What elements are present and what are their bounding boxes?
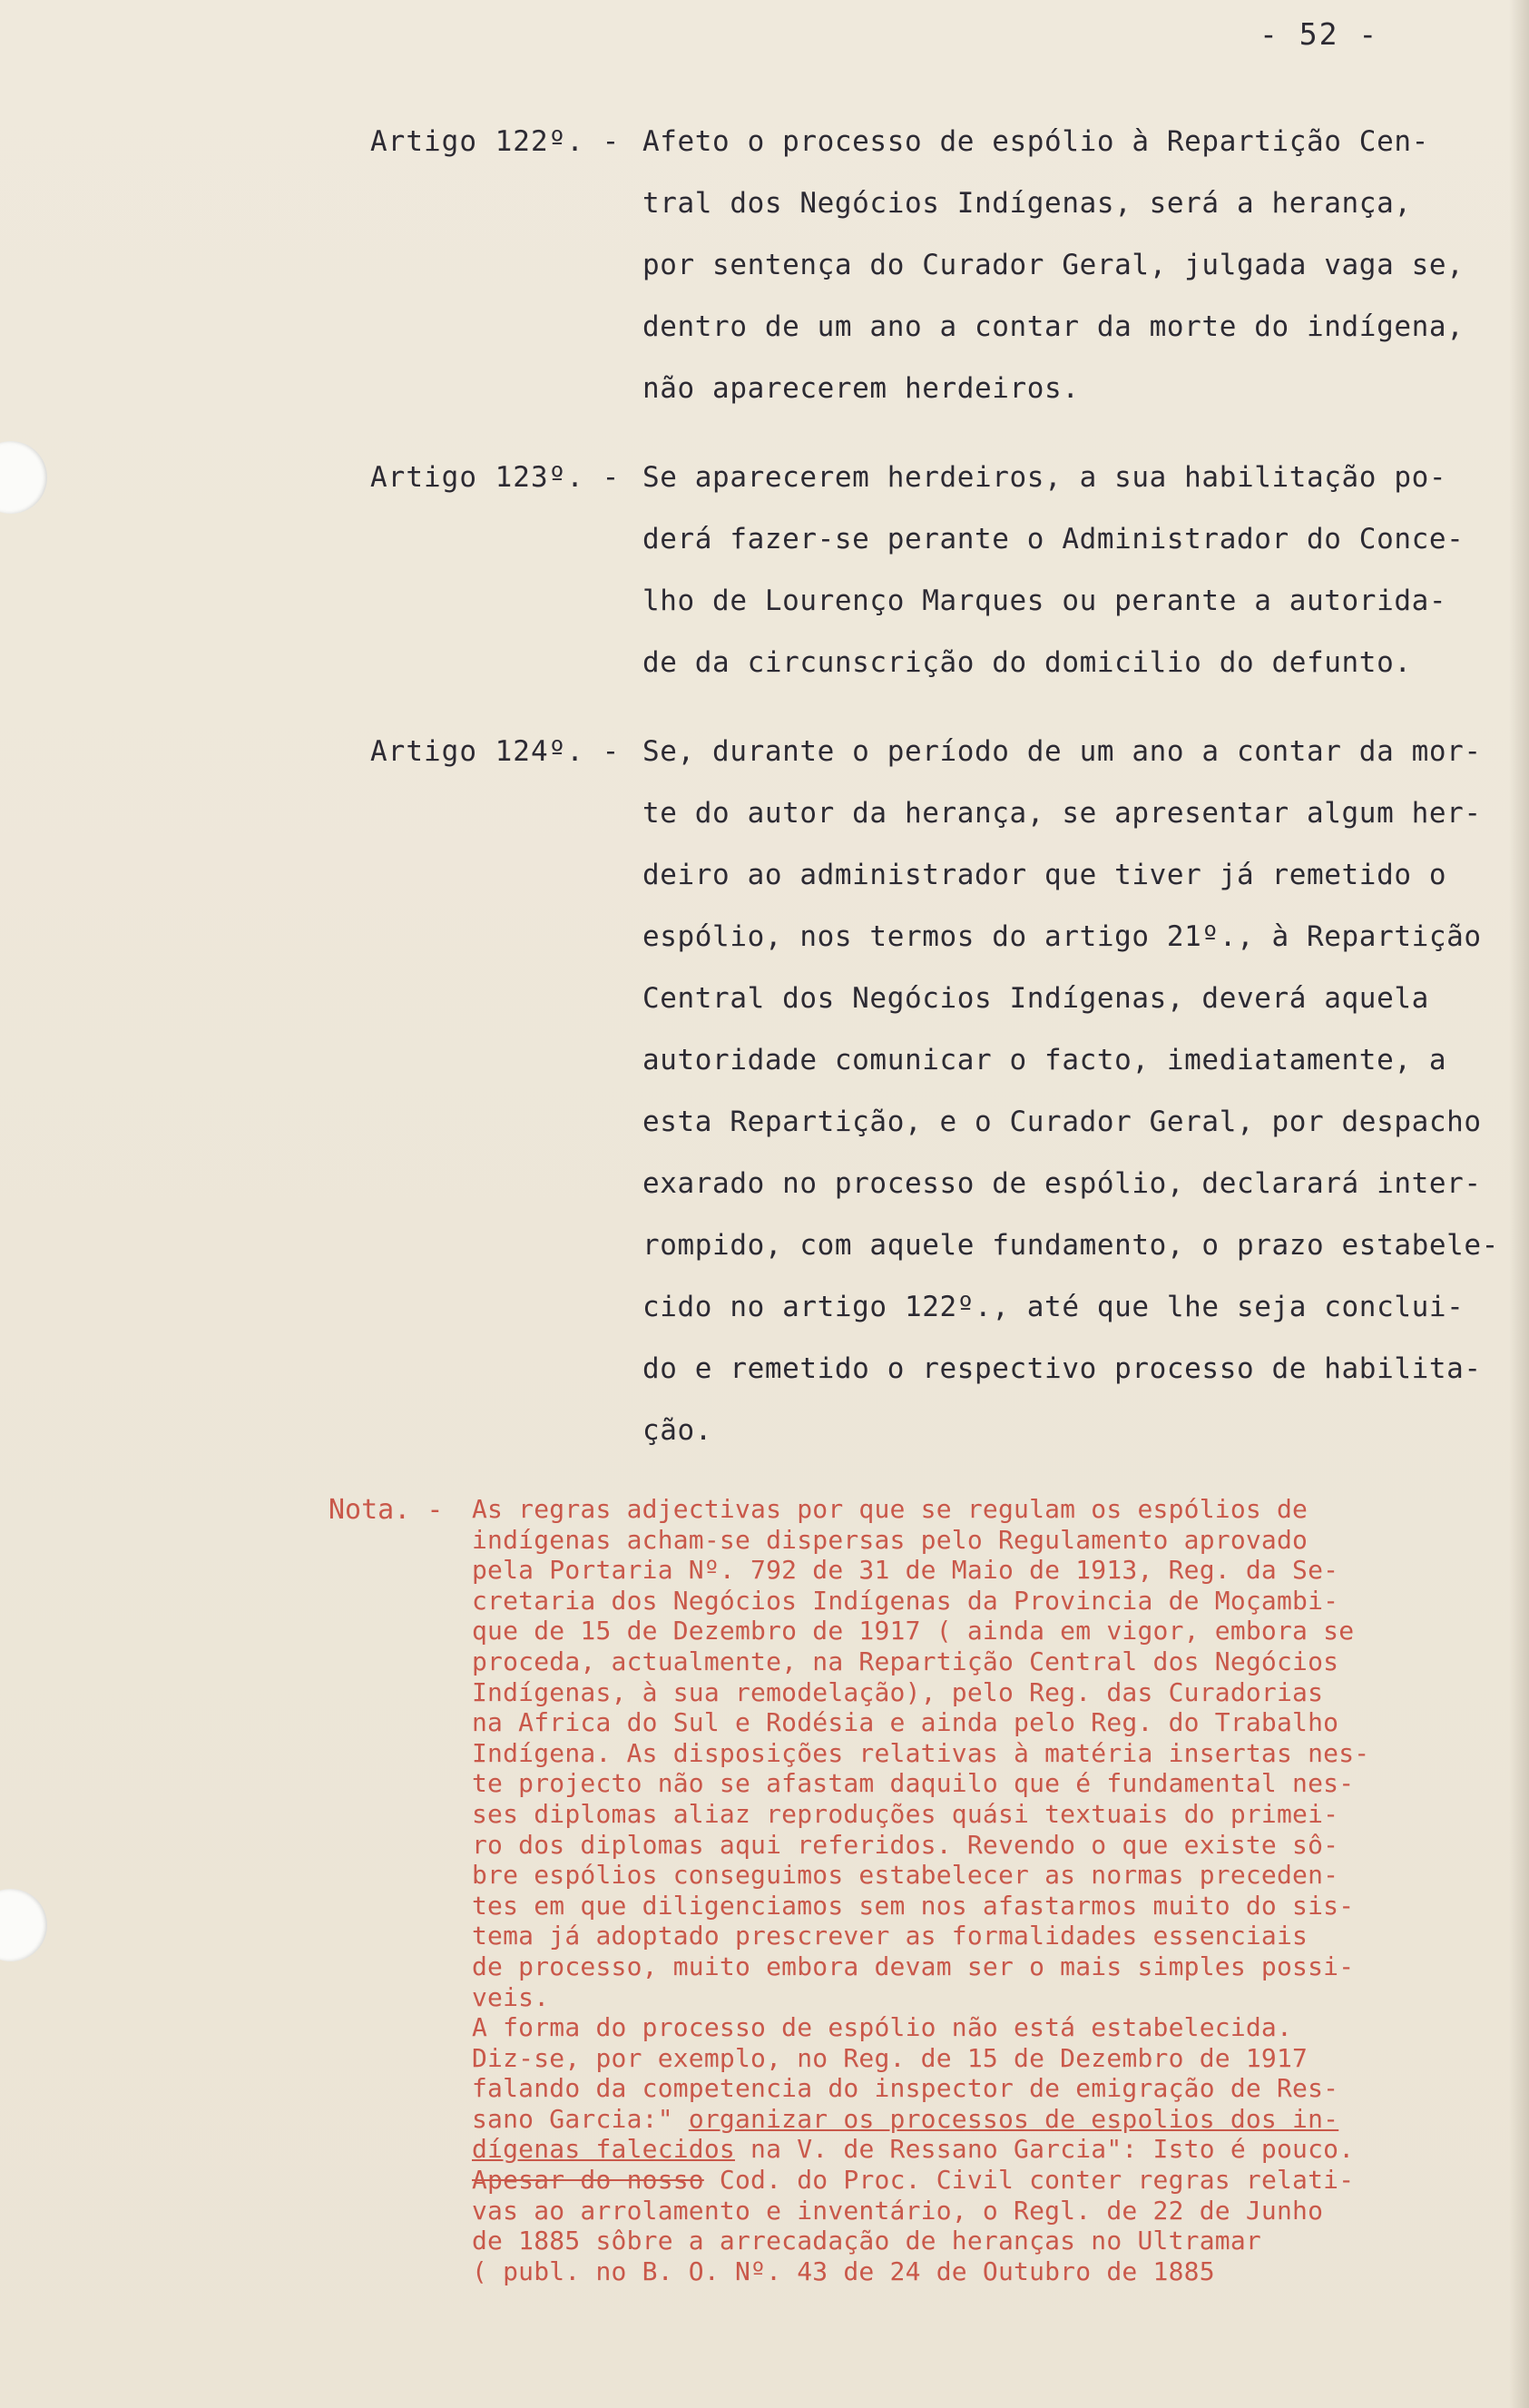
note-line (472, 2134, 1515, 2165)
note-text: sano Garcia:" (472, 2103, 673, 2134)
article-line: autoridade comunicar o facto, imediatamente, a (642, 1044, 1447, 1076)
note-line: Diz-se, por exemplo, no Reg. de 15 de Dezembro de 1917 (472, 2042, 1308, 2073)
article-label: Artigo 124º. - (370, 735, 621, 768)
article-line: te do autor da herança, se apresentar algum her- (642, 797, 1482, 830)
article-label: Artigo 123º. - (370, 461, 621, 494)
note-line: falando da competencia do inspector de emigração de Res- (472, 2073, 1339, 2104)
note-line (472, 2104, 1515, 2135)
article-line: esta Repartição, e o Curador Geral, por despacho (642, 1106, 1482, 1138)
page-number: - 52 - (1259, 16, 1379, 52)
note-text: Cod. do Proc. Civil conter regras relati- (703, 2165, 1355, 2196)
article-line: ção. (642, 1414, 713, 1447)
note-struck-text: Apesar do nosso (472, 2165, 704, 2196)
article-line: dentro de um ano a contar da morte do indígena, (642, 310, 1465, 343)
note-line: de processo, muito embora devam ser o mais simples possi- (472, 1951, 1355, 1981)
punch-hole-top (0, 441, 47, 514)
note-line: tes em que diligenciamos sem nos afastarmos muito do sis- (472, 1890, 1355, 1921)
note-line: vas ao arrolamento e inventário, o Regl. de 22 de Junho (472, 2195, 1324, 2226)
note-line: pela Portaria Nº. 792 de 31 de Maio de 1913, Reg. da Se- (472, 1555, 1339, 1586)
note-underlined-text: dígenas falecidos (472, 2134, 735, 2165)
note-line: de 1885 sôbre a arrecadação de heranças no Ultramar (472, 2226, 1261, 2256)
article-line: espólio, nos termos do artigo 21º., à Repartição (642, 920, 1482, 953)
note-line: que de 15 de Dezembro de 1917 ( ainda em vigor, embora se (472, 1616, 1355, 1646)
article-line: por sentença do Curador Geral, julgada vaga se, (642, 249, 1465, 281)
note-text: na V. de Ressano Garcia": Isto é pouco. (734, 2134, 1355, 2165)
article-line: Se, durante o período de um ano a contar da mor- (642, 735, 1482, 768)
article-line: deiro ao administrador que tiver já remetido o (642, 859, 1447, 891)
note-underlined-text: organizar os processos de espolios dos in- (688, 2103, 1339, 2134)
note-line: cretaria dos Negócios Indígenas da Provincia de Moçambi- (472, 1585, 1339, 1616)
note-line: ses diplomas aliaz reproduções quási textuais do primei- (472, 1798, 1339, 1829)
note-line: tema já adoptado prescrever as formalidades essenciais (472, 1921, 1308, 1951)
article-line: Afeto o processo de espólio à Repartição Cen- (642, 125, 1429, 158)
note-line: indígenas acham-se dispersas pelo Regulamento aprovado (472, 1524, 1308, 1555)
article-line: não aparecerem herdeiros. (642, 372, 1080, 405)
note-line: ( publ. no B. O. Nº. 43 de 24 de Outubro de 1885 (472, 2256, 1215, 2286)
article-line: exarado no processo de espólio, declarará inter- (642, 1167, 1482, 1200)
article-body (642, 461, 1514, 708)
note-line (472, 2165, 1515, 2196)
article-line: Central dos Negócios Indígenas, deverá aquela (642, 982, 1429, 1015)
article-line: rompido, com aquele fundamento, o prazo estabele- (642, 1229, 1499, 1262)
article-line: de da circunscrição do domicilio do defunto. (642, 646, 1412, 679)
note-line: veis. (472, 1981, 550, 2012)
article-line: cido no artigo 122º., até que lhe seja conclui- (642, 1291, 1465, 1323)
note-line: A forma do processo de espólio não está estabelecida. (472, 2012, 1293, 2043)
note-body (472, 1494, 1515, 2286)
article-line: tral dos Negócios Indígenas, será a herança, (642, 187, 1412, 220)
note-line: bre espólios conseguimos estabelecer as normas preceden- (472, 1860, 1339, 1891)
article-line: derá fazer-se perante o Administrador do Conce- (642, 523, 1465, 555)
article-line: lho de Lourenço Marques ou perante a autorida- (642, 585, 1447, 617)
note-label: Nota. - (328, 1494, 444, 1526)
note-line: te projecto não se afastam daquilo que é fundamental nes- (472, 1768, 1355, 1799)
note-line: Indígena. As disposições relativas à matéria insertas nes- (472, 1737, 1370, 1768)
punch-hole-bottom (0, 1889, 47, 1961)
article-body (642, 735, 1514, 1476)
note-line: ro dos diplomas aqui referidos. Revendo o que existe sô- (472, 1829, 1339, 1860)
article-label: Artigo 122º. - (370, 125, 621, 158)
note-line: na Africa do Sul e Rodésia e ainda pelo Reg. do Trabalho (472, 1707, 1339, 1738)
article-line: Se aparecerem herdeiros, a sua habilitação po- (642, 461, 1447, 494)
note-line: Indígenas, à sua remodelação), pelo Reg. das Curadorias (472, 1676, 1324, 1707)
note-line: proceda, actualmente, na Repartição Central dos Negócios (472, 1646, 1339, 1676)
article-body (642, 125, 1514, 434)
article-line: do e remetido o respectivo processo de habilita- (642, 1352, 1482, 1385)
note-line: As regras adjectivas por que se regulam os espólios de (472, 1494, 1308, 1524)
